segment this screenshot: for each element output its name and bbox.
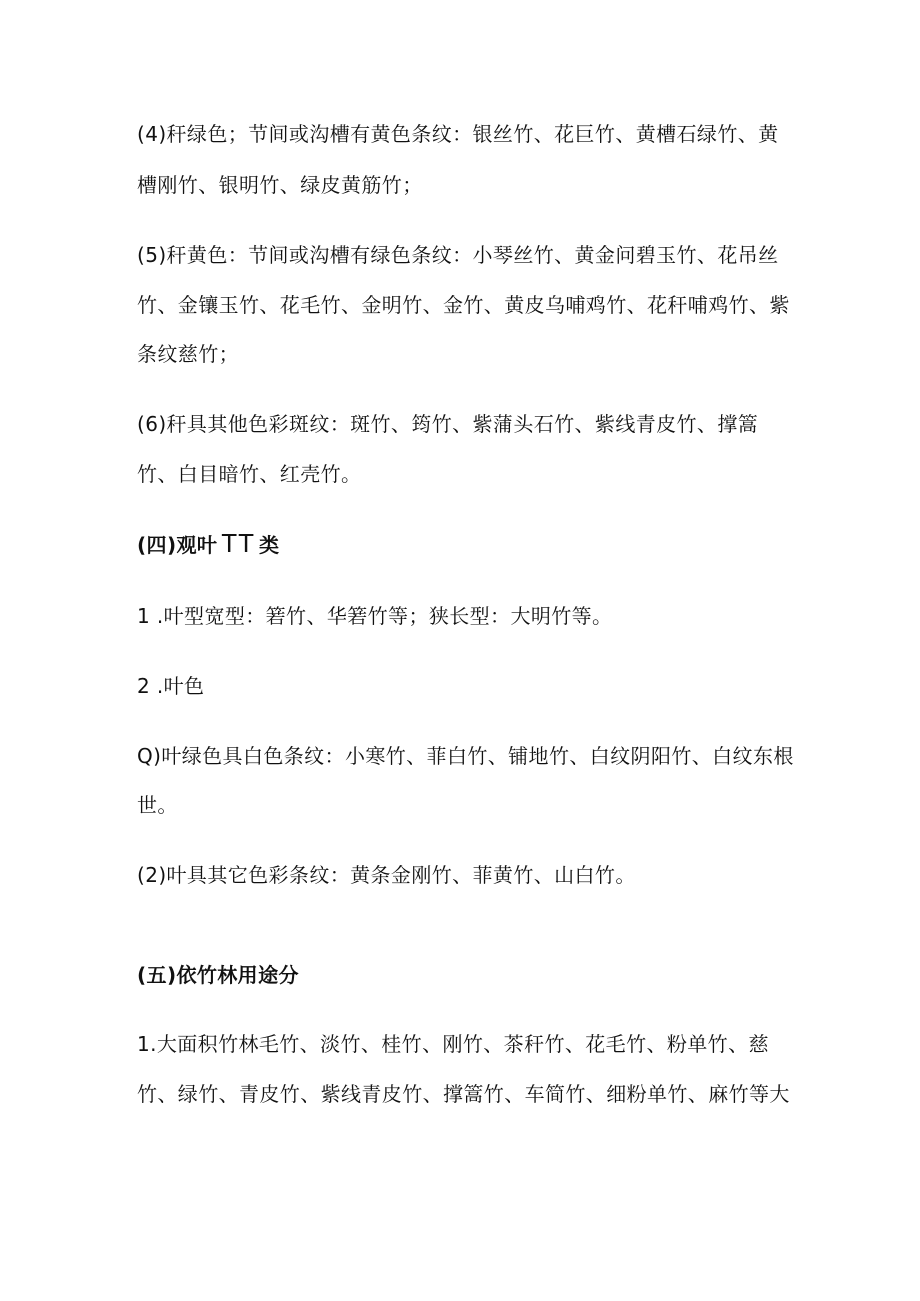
item-6-line-1: (6)秆具其他色彩斑纹：斑竹、筠竹、紫蒲头石竹、紫线青皮竹、撑篙 — [137, 412, 759, 436]
item-4-line-1: (4)秆绿色；节间或沟槽有黄色条纹：银丝竹、花巨竹、黄槽石绿竹、黄 — [137, 122, 779, 146]
section-4-heading-suffix: 类 — [259, 533, 280, 557]
section-5-item-1-line-1: 1.大面积竹林毛竹、淡竹、桂竹、刚竹、茶秆竹、花毛竹、粉单竹、慈 — [137, 1032, 769, 1056]
item-5-line-2: 竹、金镶玉竹、花毛竹、金明竹、金竹、黄皮乌哺鸡竹、花秆哺鸡竹、紫 — [137, 293, 790, 317]
leaf-color-1-line-2: 世。 — [137, 793, 178, 817]
item-4-line-2: 槽刚竹、银明竹、绿皮黄筋竹； — [137, 173, 423, 197]
item-6-line-2: 竹、白目暗竹、红壳竹。 — [137, 462, 362, 486]
section-4-heading — [137, 530, 797, 558]
section-4-heading-prefix: (四)观叶 — [137, 533, 218, 557]
leaf-color-1-line-1: Q)叶绿色具白色条纹：小寒竹、菲白竹、铺地竹、白纹阴阳竹、白纹东根 — [137, 744, 794, 768]
section-5-item-1-line-2: 竹、绿竹、青皮竹、紫线青皮竹、撑篙竹、车简竹、细粉单竹、麻竹等大 — [137, 1082, 790, 1106]
leaf-shape-item: 1 .叶型宽型：箬竹、华箬竹等；狭长型：大明竹等。 — [137, 604, 613, 628]
leaf-color-title: 2 .叶色 — [137, 674, 205, 698]
section-4-heading-tt: TT — [221, 528, 256, 558]
item-5-line-1: (5)秆黄色：节间或沟槽有绿色条纹：小琴丝竹、黄金问碧玉竹、花吊丝 — [137, 243, 779, 267]
leaf-color-2: (2)叶具其它色彩条纹：黄条金刚竹、菲黄竹、山白竹。 — [137, 863, 636, 887]
item-5-line-3: 条纹慈竹； — [137, 342, 239, 366]
section-5-heading: (五)依竹林用途分 — [137, 963, 299, 987]
